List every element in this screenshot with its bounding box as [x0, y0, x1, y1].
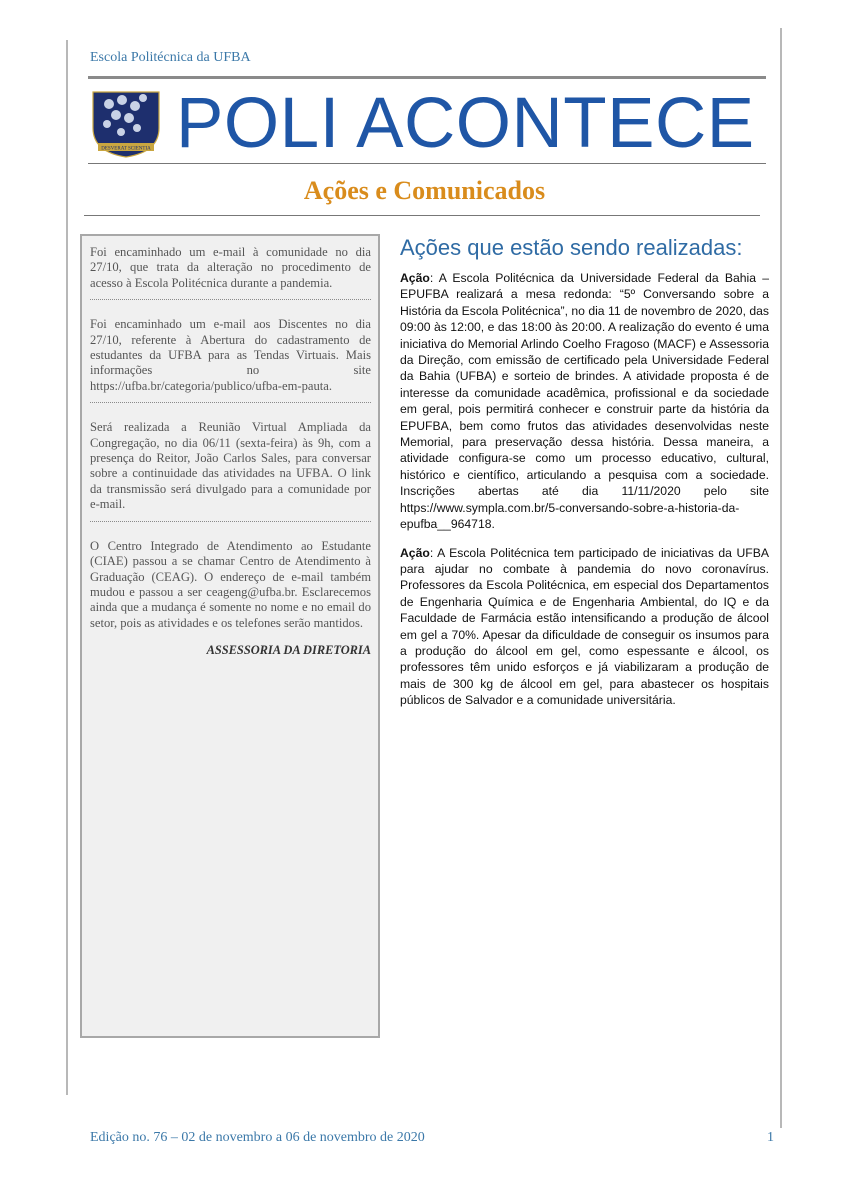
announcements-sidebar: [80, 234, 380, 1038]
actions-heading: Ações que estão sendo realizadas:: [400, 235, 743, 260]
notice-access-procedure: Foi encaminhado um e-mail à comunidade no dia 27/10, que trata da alteração no procedimento de acesso à Escola Politécnica durante a pandemia.: [90, 245, 371, 290]
dotted-separator: [90, 402, 371, 403]
masthead-rule: [88, 163, 766, 164]
main-column: [400, 234, 769, 721]
section-title: Ações e Comunicados: [303, 176, 546, 205]
action-alcohol-gel: [400, 545, 769, 709]
school-name: Escola Politécnica da UFBA: [90, 50, 251, 65]
action-text: : A Escola Politécnica tem participado de iniciativas da UFBA para ajudar no combate à pandemia do novo coronavírus. Professores da Escola Politécnica, em especial dos Departamentos de Engenharia Química e de Engenharia Ambiental, do IQ e da Faculdade de Farmácia estão intensificando a produção de álcool em gel a 70%. Apesar da dificuldade de conseguir os insumos para a produção do álcool em gel, como espessante e álcool, os professores têm unido esforços e já viabilizaram a produção de mais de 300 kg de álcool em gel, para abastecer os hospitais públicos de Salvador e a comunidade universitária.: [400, 545, 769, 708]
action-label: Ação: [400, 545, 430, 560]
action-label: Ação: [400, 271, 430, 285]
action-roundtable: [400, 270, 769, 533]
notice-ceag-rename: O Centro Integrado de Atendimento ao Estudante (CIAE) passou a se chamar Centro de Atendimento à Graduação (CEAG). O endereço de e-mail também mudou e passou a ser ceageng@ufba.br. Esclarecemos ainda que a mudança é somente no nome e no email do setor, pois as atividades e os telefones serão mantidos.: [90, 538, 371, 630]
page-number: 1: [767, 1130, 774, 1145]
footer-edition: Edição no. 76 – 02 de novembro a 06 de novembro de 2020: [90, 1130, 425, 1145]
header-rule: [88, 76, 766, 79]
action-text: : A Escola Politécnica da Universidade Federal da Bahia – EPUFBA realizará a mesa redonda: “5º Conversando sobre a História da Escola Politécnica”, no dia 11 de novembro de 2020, das 09:00 às 12:00, e das 18:00 às 20:00. A realização do evento é uma iniciativa do Memorial Arlindo Coelho Fragoso (MACF) e Assessoria da Direção, com emissão de certificado pela Universidade Federal da Bahia (UFBA) e sorteio de brindes. A atividade proposta é de interesse da comunidade acadêmica, profissional e da sociedade em geral, pois permitirá conhecer e construir parte da história da EPUFBA, bem como frutos das atividades desenvolvidas neste Memorial, para preservação dessa história. Dessa maneira, a atividade configura-se como um processo educativo, cultural, histórico e científico, articulando a pesquisa com a sociedade. Inscrições abertas até dia 11/11/2020 pelo site https://www.sympla.com.br/5-conversando-sobre-a-historia-da-epufba__964718.: [400, 271, 770, 532]
notice-virtual-tents: Foi encaminhado um e-mail aos Discentes no dia 27/10, referente à Abertura do cadastramento de estudantes da UFBA para as Tendas Virtuais. Mais informações no site https://ufba.br/categoria/publico/ufba-em-pauta.: [90, 317, 371, 393]
ufba-crest-logo: [91, 88, 161, 158]
notice-congregation-meeting: Será realizada a Reunião Virtual Ampliada da Congregação, no dia 06/11 (sexta-feira) às 9h, com a presença do Reitor, João Carlos Sales, para conversar sobre a continuidade das atividades na UFBA. O link da transmissão será divulgado para a comunidade por e-mail.: [90, 420, 371, 512]
dotted-separator: [90, 521, 371, 522]
dotted-separator: [90, 299, 371, 300]
svg-text:DESVERAT SCIENTIA: DESVERAT SCIENTIA: [101, 146, 151, 152]
masthead-title: POLI ACONTECE: [176, 84, 755, 163]
signature: ASSESSORIA DA DIRETORIA: [206, 643, 371, 658]
section-rule: [84, 215, 760, 216]
